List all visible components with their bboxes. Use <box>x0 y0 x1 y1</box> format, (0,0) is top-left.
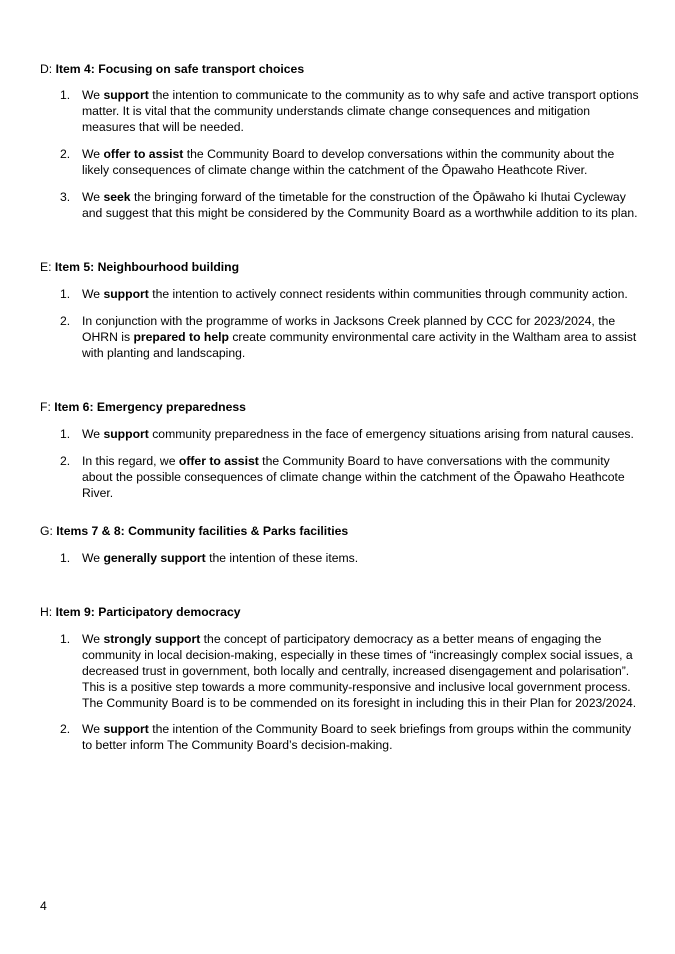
list-item <box>40 631 640 711</box>
list-text: We generally support the intention of these items. <box>82 551 359 565</box>
list-text: We support the intention to actively connect residents within communities through community action. <box>82 287 628 301</box>
list-number: 2. <box>60 454 71 468</box>
list-number: 2. <box>60 314 71 328</box>
section-letter: G: <box>40 524 53 538</box>
section-title: Item 9: Participatory democracy <box>55 605 241 619</box>
section-title: Item 4: Focusing on safe transport choices <box>55 62 305 76</box>
page-number: 4 <box>40 899 47 913</box>
section-letter: H: <box>40 605 53 619</box>
list-item <box>40 189 640 221</box>
list-number: 1. <box>60 427 71 441</box>
list-number: 1. <box>60 551 71 565</box>
list-text: In this regard, we offer to assist the Community Board to have conversations with the community about the possible consequences of climate change within the catchment of the Ōpawaho Heathcote River. <box>82 454 625 500</box>
list-number: 1. <box>60 632 71 646</box>
list-text: In conjunction with the programme of works in Jacksons Creek planned by CCC for 2023/2024, the OHRN is prepared to help create community environmental care activity in the Waltham area to assist with planting and landscaping. <box>82 314 637 360</box>
list-item <box>40 87 640 135</box>
list-number: 2. <box>60 722 71 736</box>
list-item <box>40 426 640 442</box>
section-title: Item 6: Emergency preparedness <box>54 400 246 414</box>
list-text: We offer to assist the Community Board to develop conversations within the community about the likely consequences of climate change within the catchment of the Ōpawaho Heathcote River. <box>82 147 615 177</box>
list-text: We strongly support the concept of participatory democracy as a better means of engaging the community in local decision-making, especially in these times of “increasingly complex social issues, a decreased trust in government, both locally and centrally, increased disengagement and polarisation”. This is a positive step towards a more community-responsive and inclusive local government process. The Community Board is to be commended on its foresight in including this in their Plan for 2023/2024. <box>82 632 637 710</box>
section-title: Items 7 & 8: Community facilities & Parks facilities <box>56 524 349 538</box>
list-number: 1. <box>60 287 71 301</box>
list-text: We support the intention of the Community Board to seek briefings from groups within the community to better inform The Community Board’s decision-making. <box>82 722 632 752</box>
list-item <box>40 146 640 178</box>
section-heading-d <box>40 61 304 77</box>
section-letter: F: <box>40 400 51 414</box>
list-text: We support the intention to communicate to the community as to why safe and active transport options matter. It is vital that the community understands climate change consequences and mitigation measures that will be needed. <box>82 88 639 134</box>
section-heading-h <box>40 604 241 620</box>
section-heading-e <box>40 259 239 275</box>
list-item <box>40 313 640 361</box>
list-number: 1. <box>60 88 71 102</box>
list-item <box>40 453 640 501</box>
list-item <box>40 550 640 566</box>
list-text: We support community preparedness in the face of emergency situations arising from natural causes. <box>82 427 634 441</box>
section-letter: D: <box>40 62 53 76</box>
list-item <box>40 721 640 753</box>
list-number: 3. <box>60 190 71 204</box>
section-title: Item 5: Neighbourhood building <box>54 260 240 274</box>
section-letter: E: <box>40 260 52 274</box>
list-text: We seek the bringing forward of the timetable for the construction of the Ōpāwaho ki Ihutai Cycleway and suggest that this might be considered by the Community Board as a worthwhile addition to its plan. <box>82 190 638 220</box>
section-heading-f <box>40 399 246 415</box>
list-number: 2. <box>60 147 71 161</box>
list-item <box>40 286 640 302</box>
section-heading-g <box>40 523 348 539</box>
